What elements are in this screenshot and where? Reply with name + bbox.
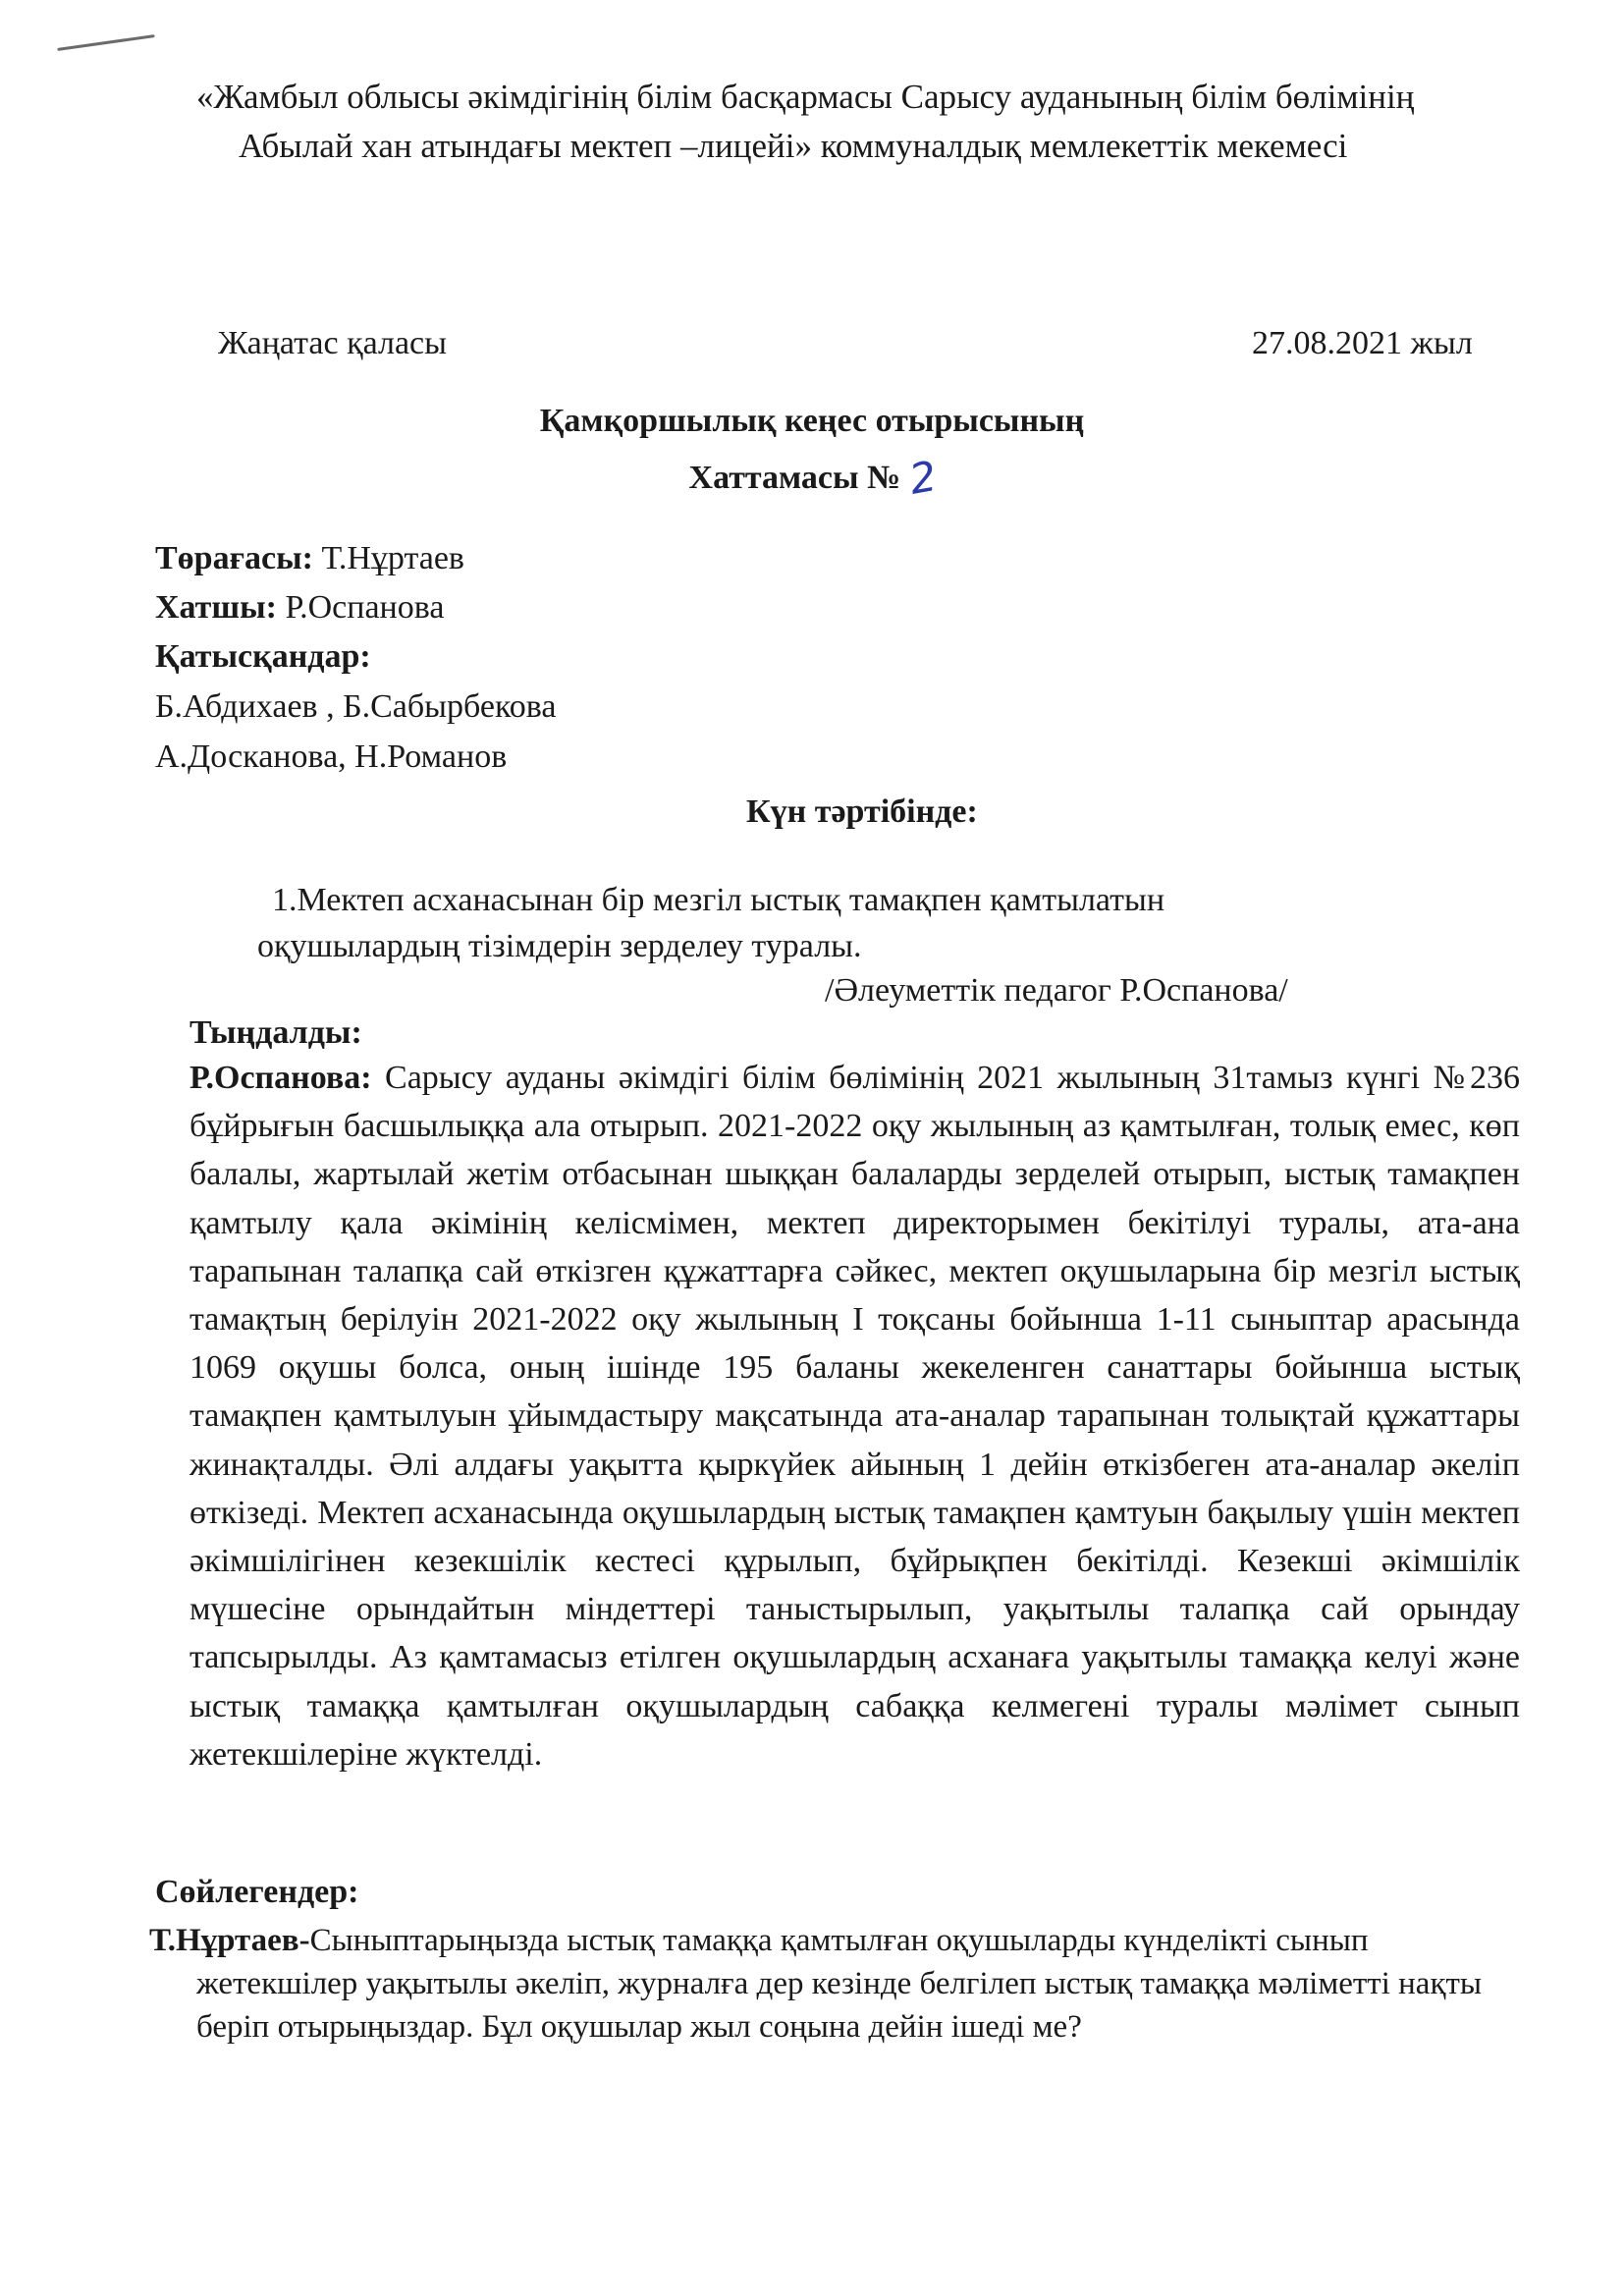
scan-pen-mark — [57, 34, 154, 51]
handwritten-protocol-number: 2 — [905, 451, 941, 504]
speaker-name: Т.Нұртаев- — [149, 1923, 310, 1958]
agenda-item-1-line-1: 1.Мектеп асханасынан бір мезгіл ыстық тамақпен қамтылатын — [272, 882, 1165, 918]
speakers-heading: Сөйлегендер: — [155, 1874, 359, 1910]
chair-label: Төрағасы: — [155, 540, 313, 576]
agenda-item-1-line-2: оқушылардың тізімдерін зерделеу туралы. — [257, 928, 862, 964]
chair-line — [155, 537, 464, 580]
place: Жаңатас қаласы — [218, 325, 447, 361]
heard-speaker: Р.Оспанова: — [189, 1060, 372, 1096]
heard-text: Сарысу ауданы әкімдігі білім бөлімінің 2021 жылының 31тамыз күнгі №236 бұйрығын басшылыққа ала отырып. 2021-2022 оқу жылының аз қамтылған, толық емес, көп балалы, жартылай жетім отбасынан шыққан балаларды зерделей отырып, ыстық тамақпен қамтылу қала әкімінің келісмімен, мектеп директорымен бекітілуі туралы, ата-ана тарапынан талапқа сай өткізген құжаттарға сәйкес, мектеп оқушыларына бір мезгіл ыстық тамақтың берілуін 2021-2022 оқу жылының І тоқсаны бойынша 1-11 сыныптар арасында 1069 оқушы болса, оның ішінде 195 баланы жекеленген санаттары бойынша ыстық тамақпен қамтылуын ұйымдастыру мақсатында ата-аналар тарапынан толықтай құжаттары жинақталды. Әлі алдағы уақытта қыркүйек айының 1 дейін өткізбеген ата-аналар әкеліп өткізеді. Мектеп асханасында оқушылардың ыстық тамақпен қамтуын бақылыу үшін мектеп әкімшілігінен кезекшілік кестесі құрылып, бұйрықпен бекітілді. Кезекші әкімшілік мүшесіне орындайтын міндеттері таныстырылып, уақытылы талапқа сай орындау тапсырылды. Аз қамтамасыз етілген оқушылардың асханаға уақытылы тамаққа келуі және ыстық тамаққа қамтылған оқушылардың сабаққа келмегені туралы мәлімет сынып жетекшілеріне жүктелді. — [189, 1060, 1520, 1773]
header-line-2: Абылай хан атындағы мектеп –лицейі» коммуналдық мемлекеттік мекемесі — [239, 127, 1348, 165]
participants-line-1: Б.Абдихаев , Б.Сабырбекова — [155, 688, 557, 725]
secretary-name: Р.Оспанова — [276, 589, 445, 626]
heard-paragraph — [189, 1054, 1520, 1778]
date: 27.08.2021 жыл — [1252, 325, 1473, 361]
agenda-heading: Күн тәртібінде: — [746, 793, 978, 830]
participants-line-2: А.Досканова, Н.Романов — [155, 738, 508, 775]
speaker-paragraph — [149, 1919, 1502, 2049]
header-line-1: «Жамбыл облысы әкімдігінің білім басқармасы Сарысу ауданының білім бөлімінің — [196, 78, 1415, 116]
secretary-line — [155, 586, 444, 629]
chair-name: Т.Нұртаев — [313, 540, 464, 576]
secretary-label: Хатшы: — [155, 589, 277, 626]
agenda-responsible: /Әлеуметтік педагог Р.Оспанова/ — [825, 972, 1288, 1009]
speaker-text: Сыныптарыңызда ыстық тамаққа қамтылған оқушыларды күнделікті сынып жетекшілер уақытылы әкеліп, журналға дер кезінде белгілеп ыстық тамаққа мәліметті нақты беріп отырыңыздар. Бұл оқушылар жыл соңына дейін ішеді ме? — [196, 1923, 1483, 2045]
protocol-label: Хаттамасы № — [688, 460, 901, 496]
participants-label: Қатысқандар: — [155, 638, 371, 675]
title-line-2 — [0, 450, 1624, 504]
heard-heading: Тыңдалды: — [189, 1014, 362, 1051]
title-line-1: Қамқоршылық кеңес отырысының — [539, 403, 1085, 439]
